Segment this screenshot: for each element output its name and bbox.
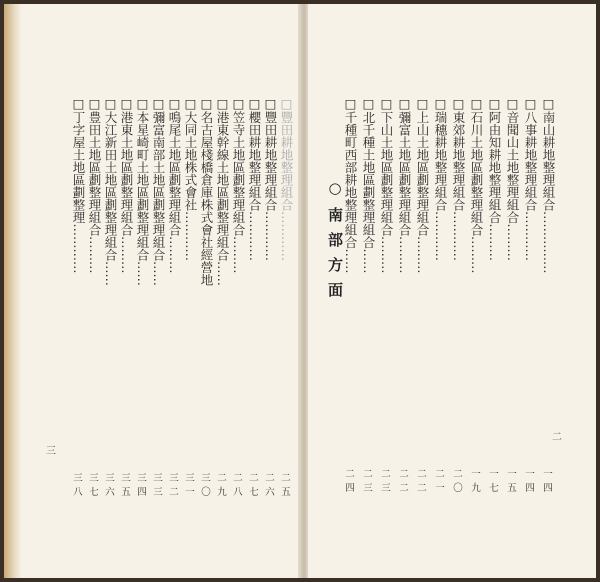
toc-entry: □大江新田土地區劃整理組合…… xyxy=(103,96,118,286)
toc-page-number: 二〇 xyxy=(453,469,463,494)
toc-page-number: 三七 xyxy=(89,473,99,498)
toc-entry: □本星崎町土地區劃整理組合…… xyxy=(135,96,150,286)
toc-entry: □鳴尾土地區劃整理組合……… xyxy=(167,96,182,274)
toc-entry: □豊田土地區劃整理組合……… xyxy=(87,96,102,274)
left-page xyxy=(4,4,300,578)
toc-entry: □港東土地區劃整理組合……… xyxy=(119,96,134,274)
toc-entry: □櫻田耕地整理組合………… xyxy=(247,96,262,261)
toc-entry: □南山耕地整理組合…………… xyxy=(541,96,556,274)
folio-left: 三 xyxy=(46,446,56,457)
toc-entry: □大同土地株式會社………… xyxy=(183,96,198,261)
toc-entry: □豐田耕地整理組合………… xyxy=(279,96,294,261)
toc-entry: □彌富土地區劃整理組合……… xyxy=(397,96,412,274)
toc-page-number: 一四 xyxy=(525,469,535,494)
toc-entry: □八事耕地整理組合………… xyxy=(523,96,538,261)
toc-page-number: 三一 xyxy=(185,473,195,498)
toc-entry: □彌富南部土地區劃整理組合…… xyxy=(151,96,166,286)
toc-entry: □港東幹線土地區劃整理組合…… xyxy=(215,96,230,286)
toc-page-number: 三三 xyxy=(153,473,163,498)
toc-page-number: 一九 xyxy=(471,469,481,494)
toc-page-number: 三八 xyxy=(73,473,83,498)
toc-entry: □丁字屋土地區劃整理………… xyxy=(71,96,86,274)
toc-entry: □上山土地區劃整理組合……… xyxy=(415,96,430,274)
toc-entry: □石川土地區劃整理組合……… xyxy=(469,96,484,274)
toc-page-number: 二八 xyxy=(233,473,243,498)
toc-page-number: 二二 xyxy=(399,469,409,494)
toc-entry: □笠寺土地區劃整理組合……… xyxy=(231,96,246,274)
toc-page-number: 二一 xyxy=(435,469,445,494)
toc-entry: □阿由知耕地整理組合……… xyxy=(487,96,502,261)
toc-page-number: 一四 xyxy=(543,469,553,494)
toc-entry: □名古屋棧橋倉庫株式會社經營地 xyxy=(199,96,214,286)
toc-page-number: 二三 xyxy=(363,469,373,494)
folio-right: 二 xyxy=(552,432,562,443)
section-heading: ○南部方面 xyxy=(326,179,344,307)
toc-page-number: 二二 xyxy=(417,469,427,494)
toc-page-number: 一五 xyxy=(507,469,517,494)
toc-page-number: 三二 xyxy=(169,473,179,498)
toc-page-number: 三六 xyxy=(105,473,115,498)
toc-page-number: 三〇 xyxy=(201,473,211,498)
right-page xyxy=(308,4,596,578)
toc-entry: □瑞穗耕地整理組合………… xyxy=(433,96,448,261)
book-spread xyxy=(4,4,596,578)
toc-page-number: 二六 xyxy=(265,473,275,498)
toc-entry: □豐田耕地整理組合………… xyxy=(263,96,278,261)
toc-page-number: 二五 xyxy=(281,473,291,498)
toc-page-number: 二四 xyxy=(345,469,355,494)
toc-page-number: 二七 xyxy=(249,473,259,498)
toc-entry: □北千種土地區劃整理組合…… xyxy=(361,96,376,274)
toc-entry: □下山土地區劃整理組合……… xyxy=(379,96,394,274)
toc-entry: □東郊耕地整理組合………… xyxy=(451,96,466,261)
toc-page-number: 二九 xyxy=(217,473,227,498)
toc-page-number: 一七 xyxy=(489,469,499,494)
toc-page-number: 三四 xyxy=(137,473,147,498)
page-edge xyxy=(4,4,22,578)
toc-page-number: 三五 xyxy=(121,473,131,498)
toc-entry: □音聞山土地整理組合……… xyxy=(505,96,520,261)
toc-page-number: 二三 xyxy=(381,469,391,494)
toc-entry: □千種町西部耕地整理組合…… xyxy=(343,96,358,274)
